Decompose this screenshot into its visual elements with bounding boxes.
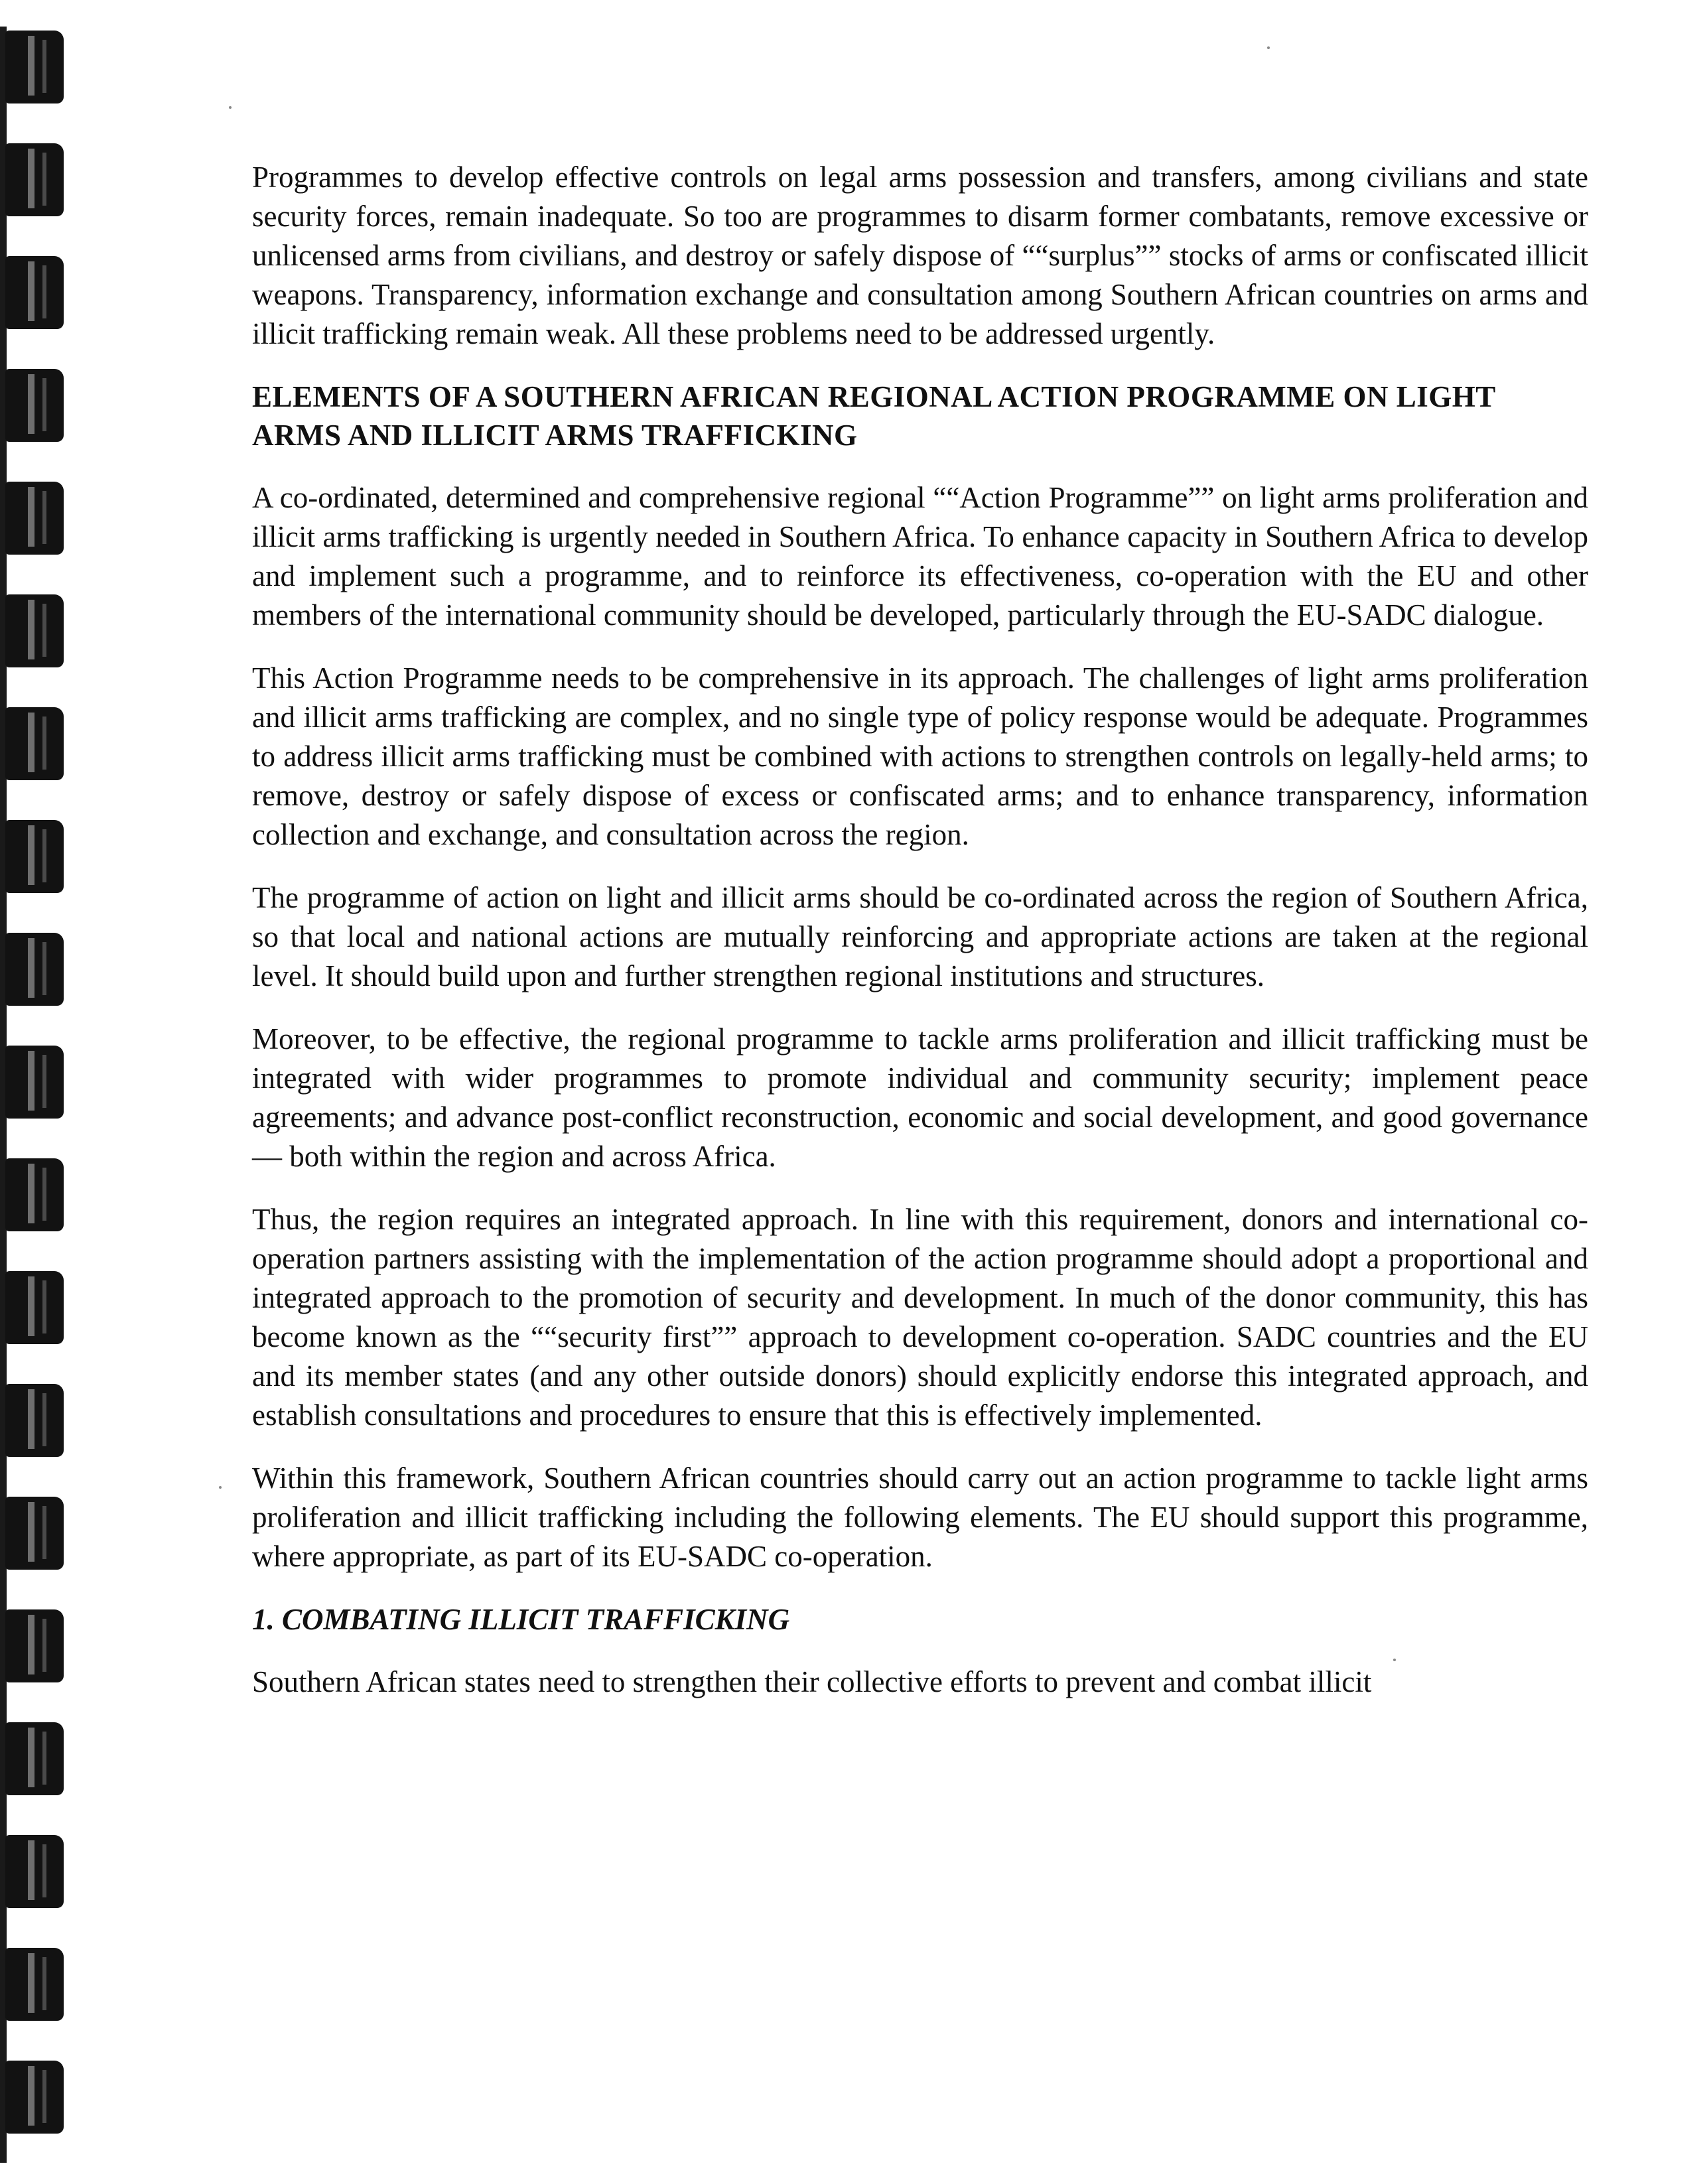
- binding-ring: [5, 478, 65, 557]
- body-paragraph-last: Southern African states need to strengthen their collective efforts to prevent and combat illicit: [252, 1665, 1372, 1698]
- subsection-heading: 1. COMBATING ILLICIT TRAFFICKING: [252, 1603, 790, 1636]
- binding-ring: [5, 1718, 65, 1798]
- binding-ring: [5, 1380, 65, 1460]
- body-paragraph: Thus, the region requires an integrated approach. In line with this requirement, donors and international co-operation partners assisting with the implementation of the action programme should adopt a proportional and integrated approach to the promotion of security and development. In much of the donor community, this has become known as the ““security first”” approach to development co-operation. SADC countries and the EU and its member states (and any other outside donors) should explicitly endorse this integrated approach, and establish consultations and procedures to ensure that this is effectively implemented.: [252, 1203, 1588, 1432]
- binding-ring: [5, 1042, 65, 1121]
- body-paragraph: Within this framework, Southern African countries should carry out an action programme to tackle light arms proliferation and illicit trafficking including the following elements. The EU should support this programme, where appropriate, as part of its EU-SADC co-operation.: [252, 1462, 1588, 1573]
- spiral-binding: [0, 0, 80, 2184]
- binding-ring: [5, 703, 65, 783]
- binding-ring: [5, 1944, 65, 2023]
- binding-ring: [5, 1267, 65, 1347]
- binding-ring: [5, 1605, 65, 1685]
- binding-ring: [5, 252, 65, 332]
- binding-ring: [5, 1831, 65, 1911]
- binding-ring: [5, 1493, 65, 1572]
- binding-ring: [5, 27, 65, 106]
- body-paragraph: This Action Programme needs to be comprehensive in its approach. The challenges of light arms proliferation and illicit arms trafficking are complex, and no single type of policy response would be adequate. Programmes to address illicit arms trafficking must be combined with actions to strengthen controls on legally-held arms; to remove, destroy or safely dispose of excess or confiscated arms; and to enhance transparency, information collection and exchange, and consultation across the region.: [252, 661, 1588, 851]
- scan-speck: [229, 106, 232, 109]
- intro-paragraph: Programmes to develop effective controls on legal arms possession and transfers, among civilians and state security forces, remain inadequate. So too are programmes to disarm former combatants, remove excessive or unlicensed arms from civilians, and destroy or safely dispose of ““surplus”” stocks of arms or confiscated illicit weapons. Transparency, information exchange and consultation among Southern African countries on arms and illicit trafficking remain weak. All these problems need to be addressed urgently.: [252, 161, 1588, 350]
- body-paragraph: Moreover, to be effective, the regional programme to tackle arms proliferation and illicit trafficking must be integrated with wider programmes to promote individual and community security; implement peace agreements; and advance post-conflict reconstruction, economic and social development, and good governance— both within the region and across Africa.: [252, 1022, 1588, 1173]
- binding-ring: [5, 590, 65, 670]
- binding-ring: [5, 1154, 65, 1234]
- binding-ring: [5, 2057, 65, 2136]
- binding-ring: [5, 929, 65, 1008]
- binding-ring: [5, 365, 65, 444]
- scan-speck: [219, 1486, 222, 1489]
- scan-speck: [1267, 46, 1270, 49]
- binding-ring: [5, 816, 65, 896]
- body-paragraph: A co-ordinated, determined and comprehensive regional ““Action Programme”” on light arms proliferation and illicit arms trafficking is urgently needed in Southern Africa. To enhance capacity in Southern Africa to develop and implement such a programme, and to reinforce its effectiveness, co-operation with the EU and other members of the international community should be developed, particularly through the EU-SADC dialogue.: [252, 481, 1588, 632]
- body-paragraph: The programme of action on light and illicit arms should be co-ordinated across the region of Southern Africa, so that local and national actions are mutually reinforcing and appropriate actions are taken at the regional level. It should build upon and further strengthen regional institutions and structures.: [252, 881, 1588, 992]
- section-heading: ELEMENTS OF A SOUTHERN AFRICAN REGIONAL ACTION PROGRAMME ON LIGHT ARMS AND ILLICIT ARMS TRAFFICKING: [252, 380, 1496, 452]
- document-page: [252, 158, 1588, 1726]
- binding-ring: [5, 139, 65, 219]
